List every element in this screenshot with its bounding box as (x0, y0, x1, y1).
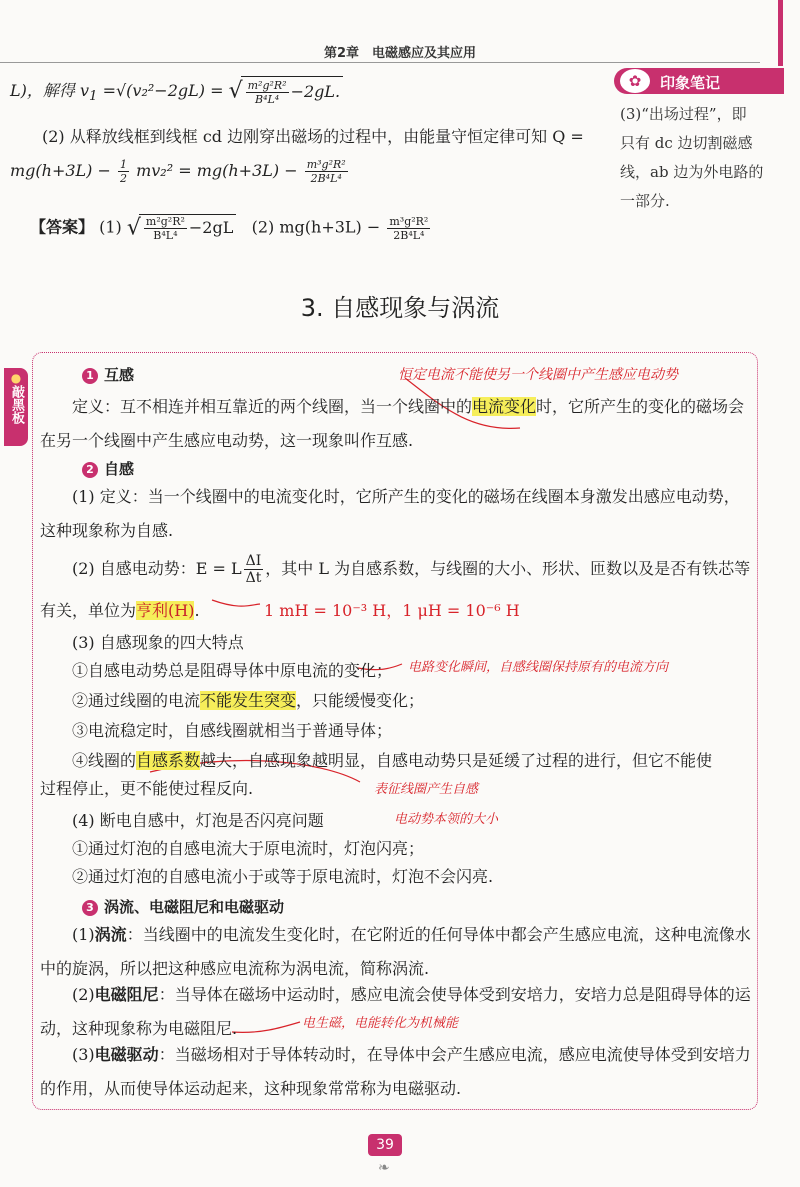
text-fragment: mg(h+3L) − (10, 161, 111, 180)
side-note-line: 一部分. (620, 192, 670, 210)
text-fragment: L)，解得 v (10, 81, 89, 100)
side-note-line: 线，ab 边为外电路的 (620, 163, 764, 181)
subsection-2-heading: 2 自感 (82, 458, 134, 479)
feature-1: ①自感电动势总是阻碍导体中原电流的变化； (72, 661, 393, 680)
power-off-heading: (4) 断电自感中，灯泡是否闪亮问题 (72, 811, 324, 830)
handwritten-note: 恒定电流不能使另一个线圈中产生感应电动势 (398, 367, 678, 383)
feature-2: ②通过线圈的电流不能发生突变，只能缓慢变化； (72, 691, 425, 710)
side-note-line: 只有 dc 边切割磁感 (620, 134, 753, 152)
self-inductance-emf: (2) 自感电动势：E = L $\frac{\Delta I}{\Delta t}$ ，其中 L 为自感系数，与线圈的大小、形状、匝数以及是否有铁芯等 (72, 553, 751, 586)
fraction: $\frac{\text{m²g²R²}}{\text{B⁴L⁴}}$ (145, 215, 185, 242)
feature-4: ④线圈的自感系数越大，自感现象越明显，自感电动势只是延缓了过程的进行，但它不能使 (72, 751, 713, 770)
lightbulb-icon: ● (10, 371, 22, 385)
handwritten-unit-note: 1 mH = 10⁻³ H，1 μH = 10⁻⁶ H (264, 601, 520, 620)
fraction: $\frac{1}{2}$ (120, 158, 127, 185)
text-fragment: =√(v₂²−2gL) = (102, 81, 224, 100)
section-title: 3. 自感现象与涡流 (300, 294, 500, 322)
text-fragment: mv₂² = mg(h+3L) − (136, 161, 298, 180)
handwritten-note: 电路变化瞬间，自感线圈保持原有的电流方向 (408, 660, 669, 675)
chapter-header: 第2章 电磁感应及其应用 (323, 46, 477, 61)
side-tab-label: 敲黑板 (9, 385, 24, 424)
solution-line-2: (2) 从释放线框到线框 cd 边刚穿出磁场的过程中，由能量守恒定律可知 Q = (42, 127, 584, 146)
four-features-heading: (3) 自感现象的四大特点 (72, 633, 244, 652)
text-fragment: −2gL. (290, 82, 341, 101)
sqrt-sign: √ (228, 78, 243, 104)
subscript: 1 (89, 89, 98, 105)
self-inductance-definition: (1) 定义：当一个线圈中的电流变化时，它所产生的变化的磁场在线圈本身激发出感应电动势，这种现象称为自感. (40, 487, 740, 540)
handwritten-note: 电动势本领的大小 (394, 812, 499, 827)
highlight: 不能发生突变 (200, 691, 297, 710)
sqrt-body: $\frac{\text{m²g²R²}}{\text{B⁴L⁴}}$ −2gL (139, 214, 236, 242)
text-fragment: (2) mg(h+3L) − (251, 217, 381, 237)
highlight: 电流变化 (472, 397, 537, 416)
mutual-inductance-definition: 定义：互不相连并相互靠近的两个线圈，当一个线圈中的电流变化时，它所产生的变化的磁场会在另一个线圈中产生感应电动势，这一现象叫作互感. (40, 397, 745, 450)
side-note-title: 印象笔记 (660, 74, 721, 92)
elephant-icon: ✿ (620, 69, 650, 93)
bird-icon: ❧ (378, 1160, 390, 1176)
eddy-current-paragraph: (1)涡流：当线圈中的电流发生变化时，在它附近的任何导体中都会产生感应电流，这种电流像水中的旋涡，所以把这种感应电流称为涡电流，简称涡流. (40, 925, 751, 978)
magnetic-damping-paragraph: (2)电磁阻尼：当导体在磁场中运动时，感应电流会使导体受到安培力，安培力总是阻碍导体的运动，这种现象称为电磁阻尼. (40, 985, 751, 1038)
highlight: 自感系数 (136, 751, 201, 770)
subsection-1-heading: 1 互感 (82, 364, 134, 385)
subsection-3-heading: 3 涡流、电磁阻尼和电磁驱动 (82, 896, 284, 917)
page-number: 39 (368, 1134, 402, 1156)
power-off-case-1: ①通过灯泡的自感电流大于原电流时，灯泡闪亮； (72, 839, 425, 858)
handwritten-note: 电生磁，电能转化为机械能 (302, 1016, 459, 1031)
fraction: $\frac{\text{m³g²R²}}{\text{2B⁴L⁴}}$ (389, 214, 429, 242)
unit-line: 有关，单位为亨利(H). (40, 601, 200, 620)
fraction: $\frac{\text{m³g²R²}}{\text{2B⁴L⁴}}$ (306, 158, 346, 185)
answer-label: 【答案】 (30, 217, 95, 237)
feature-4-cont: 过程停止，更不能使过程反向. (40, 779, 254, 798)
side-note-line: (3)“出场过程”，即 (620, 105, 747, 123)
text-fragment: (1) (99, 217, 122, 237)
highlight: 亨利(H) (136, 601, 195, 620)
magnetic-drive-paragraph: (3)电磁驱动：当磁场相对于导体转动时，在导体中会产生感应电流，感应电流使导体受到安培力的作用，从而使导体运动起来，这种现象常常称为电磁驱动. (40, 1045, 751, 1098)
sqrt-sign: √ (126, 215, 141, 241)
fraction: $\frac{\text{m²g²R²}}{\text{B⁴L⁴}}$ (247, 79, 287, 106)
feature-3: ③电流稳定时，自感线圈就相当于普通导体； (72, 721, 393, 740)
handwritten-note: 表征线圈产生自感 (374, 782, 479, 797)
power-off-case-2: ②通过灯泡的自感电流小于或等于原电流时，灯泡不会闪亮. (72, 867, 494, 886)
